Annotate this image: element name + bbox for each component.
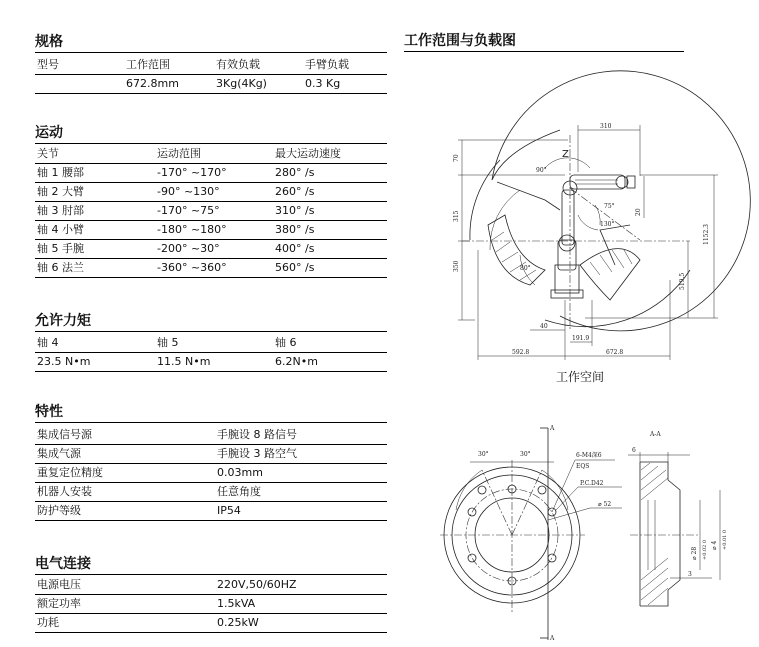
motion-speed: 280° /s: [275, 166, 315, 179]
pcd-label: P.C.D42: [580, 480, 604, 487]
motion-range: -170° ~170°: [157, 166, 227, 179]
motion-header-speed: 最大运动速度: [275, 147, 341, 160]
torque-value-axis5: 11.5 N•m: [157, 355, 211, 368]
motion-joint: 轴 5 手腕: [37, 242, 84, 255]
motion-range: -170° ~75°: [157, 204, 220, 217]
spec-header-arm-load: 手臂负载: [305, 58, 349, 71]
motion-joint: 轴 1 腰部: [37, 166, 84, 179]
dim-left-mid: 315: [453, 210, 460, 222]
feature-label: 重复定位精度: [37, 466, 103, 479]
spec-value-arm-load: 0.3 Kg: [305, 77, 341, 90]
spec-header-model: 型号: [37, 58, 59, 71]
dim-top: 310: [600, 123, 612, 130]
small-dim-label: 3: [688, 571, 692, 578]
dim-base-a: 40: [540, 323, 548, 330]
electrical-value: 220V,50/60HZ: [217, 578, 297, 591]
electrical-value: 0.25kW: [217, 616, 259, 629]
motion-joint: 轴 2 大臂: [37, 185, 84, 198]
torque-header-axis4: 轴 4: [37, 336, 59, 349]
torque-header-axis6: 轴 6: [275, 336, 297, 349]
motion-speed: 380° /s: [275, 223, 315, 236]
feature-value: 任意角度: [217, 485, 261, 498]
dim-small-right: 20: [635, 208, 642, 216]
torque-header-axis5: 轴 5: [157, 336, 179, 349]
workspace-section-title: 工作范围与负载图: [404, 31, 684, 52]
feature-value: 手腕设 8 路信号: [217, 428, 297, 441]
dia-28-tol: +0.02 0: [702, 539, 708, 560]
dia-inner-label: ⌀ 52: [598, 501, 612, 508]
dia-28-label: ⌀ 28: [691, 546, 698, 560]
electrical-label: 额定功率: [37, 597, 81, 610]
motion-range: -200° ~30°: [157, 242, 220, 255]
spec-header-range: 工作范围: [126, 58, 170, 71]
motion-speed: 310° /s: [275, 204, 315, 217]
motion-range: -360° ~360°: [157, 261, 227, 274]
electrical-section-title: 电气连接: [35, 555, 387, 575]
dim-right-tall: 1152.3: [703, 224, 710, 245]
dim-bottom-left: 592.8: [512, 349, 530, 356]
motion-joint: 轴 4 小臂: [37, 223, 84, 236]
angle-75: 75°: [604, 203, 615, 210]
workspace-caption: 工作空间: [556, 370, 605, 384]
motion-speed: 260° /s: [275, 185, 315, 198]
spec-value-range: 672.8mm: [126, 77, 179, 90]
angle-left: 30°: [478, 451, 489, 458]
feature-label: 集成信号源: [37, 428, 92, 441]
dia-4-tol: +0.01 0: [722, 529, 728, 550]
dim-left-top: 70: [453, 154, 460, 162]
section-mark-bottom: A: [550, 635, 555, 642]
feature-value: IP54: [217, 504, 241, 517]
dim-left-low: 350: [453, 260, 460, 272]
dim-bottom-right: 672.8: [606, 349, 624, 356]
motion-range: -90° ~130°: [157, 185, 220, 198]
feature-value: 手腕设 3 路空气: [217, 447, 297, 460]
depth-label: 6: [632, 447, 636, 454]
torque-value-axis6: 6.2N•m: [275, 355, 318, 368]
motion-speed: 560° /s: [275, 261, 315, 274]
torque-section-title: 允许力矩: [35, 312, 387, 332]
spec-header-payload: 有效负载: [216, 58, 260, 71]
motion-range: -180° ~180°: [157, 223, 227, 236]
spec-section-title: 规格: [35, 33, 387, 53]
feature-label: 防护等级: [37, 504, 81, 517]
angle-right: 30°: [520, 451, 531, 458]
electrical-label: 功耗: [37, 616, 59, 629]
holes-label: 6-M4深6: [576, 452, 602, 459]
angle-90: 90°: [536, 167, 547, 174]
angle-130: 130°: [600, 221, 615, 228]
eqs-label: EQS: [576, 463, 590, 470]
dim-right-mid: 519.5: [679, 272, 686, 290]
torque-value-axis4: 23.5 N•m: [37, 355, 91, 368]
section-mark-top: A: [550, 425, 555, 432]
section-title: A-A: [650, 431, 661, 438]
electrical-label: 电源电压: [37, 578, 81, 591]
dim-base-b: 191.9: [572, 335, 590, 342]
feature-label: 集成气源: [37, 447, 81, 460]
motion-joint: 轴 3 肘部: [37, 204, 84, 217]
dia-4-label: ⌀ 4: [711, 540, 718, 550]
feature-label: 机器人安装: [37, 485, 92, 498]
motion-section-title: 运动: [35, 124, 387, 144]
features-section-title: 特性: [35, 403, 387, 423]
axis-z-label: Z: [562, 149, 569, 160]
angle-80: 80°: [520, 265, 531, 272]
motion-header-joint: 关节: [37, 147, 59, 160]
motion-speed: 400° /s: [275, 242, 315, 255]
spec-value-payload: 3Kg(4Kg): [216, 77, 267, 90]
electrical-value: 1.5kVA: [217, 597, 256, 610]
motion-joint: 轴 6 法兰: [37, 261, 84, 274]
feature-value: 0.03mm: [217, 466, 263, 479]
motion-header-range: 运动范围: [157, 147, 201, 160]
